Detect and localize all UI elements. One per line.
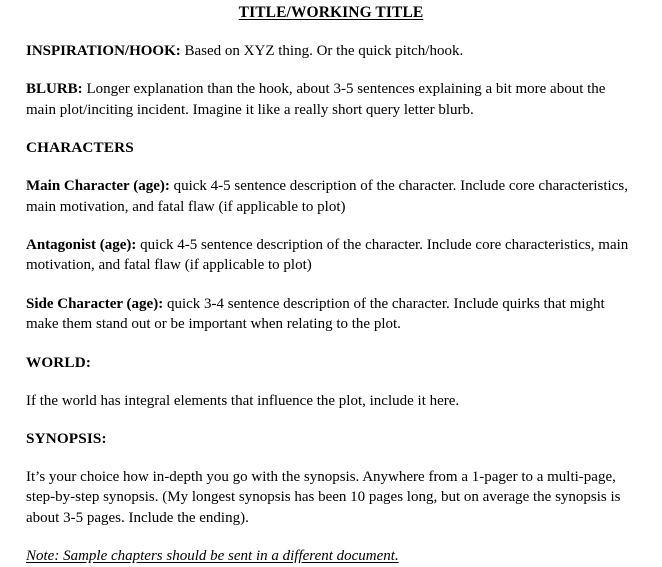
world-heading: WORLD: xyxy=(26,353,92,371)
footer-note xyxy=(26,546,636,566)
antagonist-label: Antagonist (age): xyxy=(26,237,137,254)
main-character-text: quick 4-5 sentence description of the character. Include core characteristics, main motivation, and fatal flaw (if applicable to plot) xyxy=(26,178,628,215)
side-character-paragraph xyxy=(26,294,636,335)
main-character-paragraph xyxy=(26,176,636,217)
blurb-label: BLURB: xyxy=(26,81,83,98)
synopsis-paragraph: It’s your choice how in-depth you go with the synopsis. Anywhere from a 1-pager to a multi-page, step-by-step synopsis. (My longest synopsis has been 10 pages long, but on average the synopsis is about 3-5 pages. Include the ending). xyxy=(26,469,621,526)
synopsis-heading: SYNOPSIS: xyxy=(26,430,107,448)
page-title-text: TITLE/WORKING TITLE xyxy=(238,4,424,21)
antagonist-paragraph xyxy=(26,235,636,276)
page-title xyxy=(26,2,636,23)
main-character-label: Main Character (age): xyxy=(26,178,170,195)
inspiration-hook-label: INSPIRATION/HOOK: xyxy=(26,43,181,59)
inspiration-hook-paragraph xyxy=(26,41,636,61)
side-character-text: quick 3-4 sentence description of the character. Include quirks that might make them stand out or be important when relating to the plot. xyxy=(26,295,605,333)
antagonist-text: quick 4-5 sentence description of the character. Include core characteristics, main motivation, and fatal flaw (if applicable to plot) xyxy=(26,237,629,274)
blurb-text: Longer explanation than the hook, about 3-5 sentences explaining a bit more about the main plot/inciting incident. Imagine it like a really short query letter blurb. xyxy=(26,81,606,118)
side-character-label: Side Character (age): xyxy=(26,295,164,312)
characters-heading: CHARACTERS xyxy=(26,139,134,157)
inspiration-hook-text: Based on XYZ thing. Or the quick pitch/hook. xyxy=(180,43,464,59)
footer-note-text: Note: Sample chapters should be sent in a different document. xyxy=(26,548,399,565)
blurb-paragraph xyxy=(26,79,636,120)
world-paragraph: If the world has integral elements that influence the plot, include it here. xyxy=(26,392,460,409)
